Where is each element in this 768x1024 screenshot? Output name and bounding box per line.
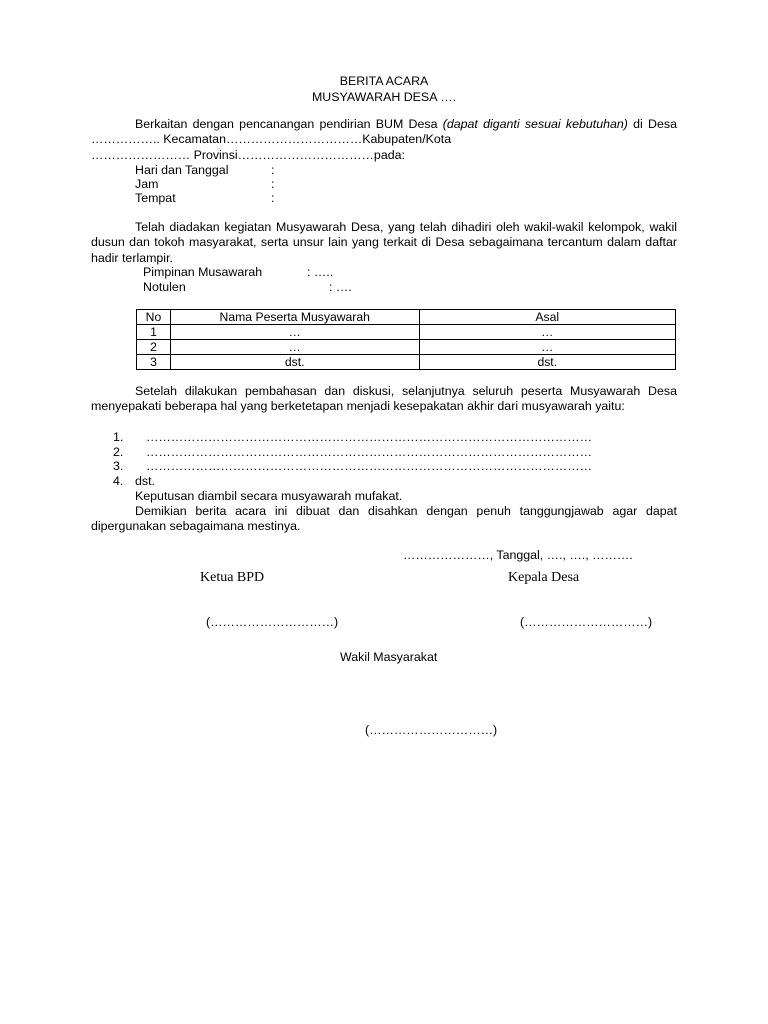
table-cell-nama: … — [170, 325, 419, 340]
participants-table — [136, 309, 676, 370]
notulen-value: : …. — [329, 280, 352, 294]
agreement-item-text: ……………………………………………………………………………………………… — [146, 445, 593, 459]
field-tempat-sep: : — [271, 191, 275, 205]
intro-line-provinsi: …………………… Provinsi……………………………pada: — [91, 148, 405, 162]
notulen-label: Notulen — [143, 280, 186, 294]
table-cell-asal: … — [419, 325, 675, 340]
table-header-asal: Asal — [419, 310, 675, 325]
pimpinan-label: Pimpinan Musawarah — [143, 265, 263, 279]
intro-paragraph — [91, 117, 677, 148]
table-row — [137, 340, 676, 355]
table-cell-nama: dst. — [170, 355, 419, 370]
intro-italic-note: (dapat diganti sesuai kebutuhan) — [442, 117, 628, 131]
decision-text: Keputusan diambil secara musyawarah mufakat. — [135, 489, 403, 503]
table-cell-no: 3 — [137, 355, 171, 370]
table-cell-asal: dst. — [419, 355, 675, 370]
table-row — [137, 325, 676, 340]
table-cell-no: 1 — [137, 325, 171, 340]
intro-text-b: di Desa …………….. Kecamatan……………………………Kabupaten/Kota — [91, 117, 677, 147]
wakil-masyarakat-label: Wakil Masyarakat — [340, 650, 438, 664]
table-header-row — [137, 310, 676, 325]
kepala-signature-line: (…………………………) — [520, 615, 653, 629]
table-cell-asal: … — [419, 340, 675, 355]
table-header-no: No — [137, 310, 171, 325]
field-jam-label: Jam — [135, 177, 159, 191]
agreement-item-num: 4. — [113, 474, 124, 488]
agreement-paragraph: Setelah dilakukan pembahasan dan diskusi, selanjutnya seluruh peserta Musyawarah Desa menyepakati beberapa hal yang berketetapan menjadi kesepakatan akhir dari musyawarah yaitu: — [91, 384, 677, 414]
place-date-line: …………………, Tanggal, …., …., ………. — [403, 548, 633, 562]
table-cell-nama: … — [170, 340, 419, 355]
agreement-item-num: 2. — [113, 445, 124, 459]
document-subtitle: MUSYAWARAH DESA …. — [311, 90, 457, 104]
kepala-desa-label: Kepala Desa — [508, 570, 580, 585]
intro-text-a: Berkaitan dengan pencanangan pendirian BUM Desa — [135, 117, 443, 131]
table-cell-no: 2 — [137, 340, 171, 355]
wakil-signature-line: (…………………………) — [365, 723, 498, 737]
field-tempat-label: Tempat — [135, 191, 176, 205]
field-hari-tanggal-label: Hari dan Tanggal — [135, 163, 229, 177]
field-jam-sep: : — [271, 177, 275, 191]
table-header-nama: Nama Peserta Musyawarah — [170, 310, 419, 325]
table-row — [137, 355, 676, 370]
ketua-bpd-label: Ketua BPD — [200, 570, 265, 585]
ketua-signature-line: (…………………………) — [206, 615, 339, 629]
closing-paragraph: Demikian berita acara ini dibuat dan disahkan dengan penuh tanggungjawab agar dapat dipergunakan sebagaimana mestinya. — [91, 504, 677, 534]
agreement-item-num: 1. — [113, 430, 124, 444]
pimpinan-value: : ….. — [307, 265, 334, 279]
agreement-item-text: dst. — [135, 474, 155, 488]
field-hari-tanggal-sep: : — [271, 163, 275, 177]
agreement-item-text: ……………………………………………………………………………………………… — [146, 430, 593, 444]
meeting-paragraph: Telah diadakan kegiatan Musyawarah Desa, yang telah dihadiri oleh wakil-wakil kelompok, wakil dusun dan tokoh masyarakat, serta unsur lain yang terkait di Desa sebagaimana tercantum dalam daftar hadir terlampir. — [91, 220, 677, 265]
document-title: BERITA ACARA — [339, 74, 429, 88]
agreement-item-text: ……………………………………………………………………………………………… — [146, 459, 593, 473]
agreement-item-num: 3. — [113, 459, 124, 473]
